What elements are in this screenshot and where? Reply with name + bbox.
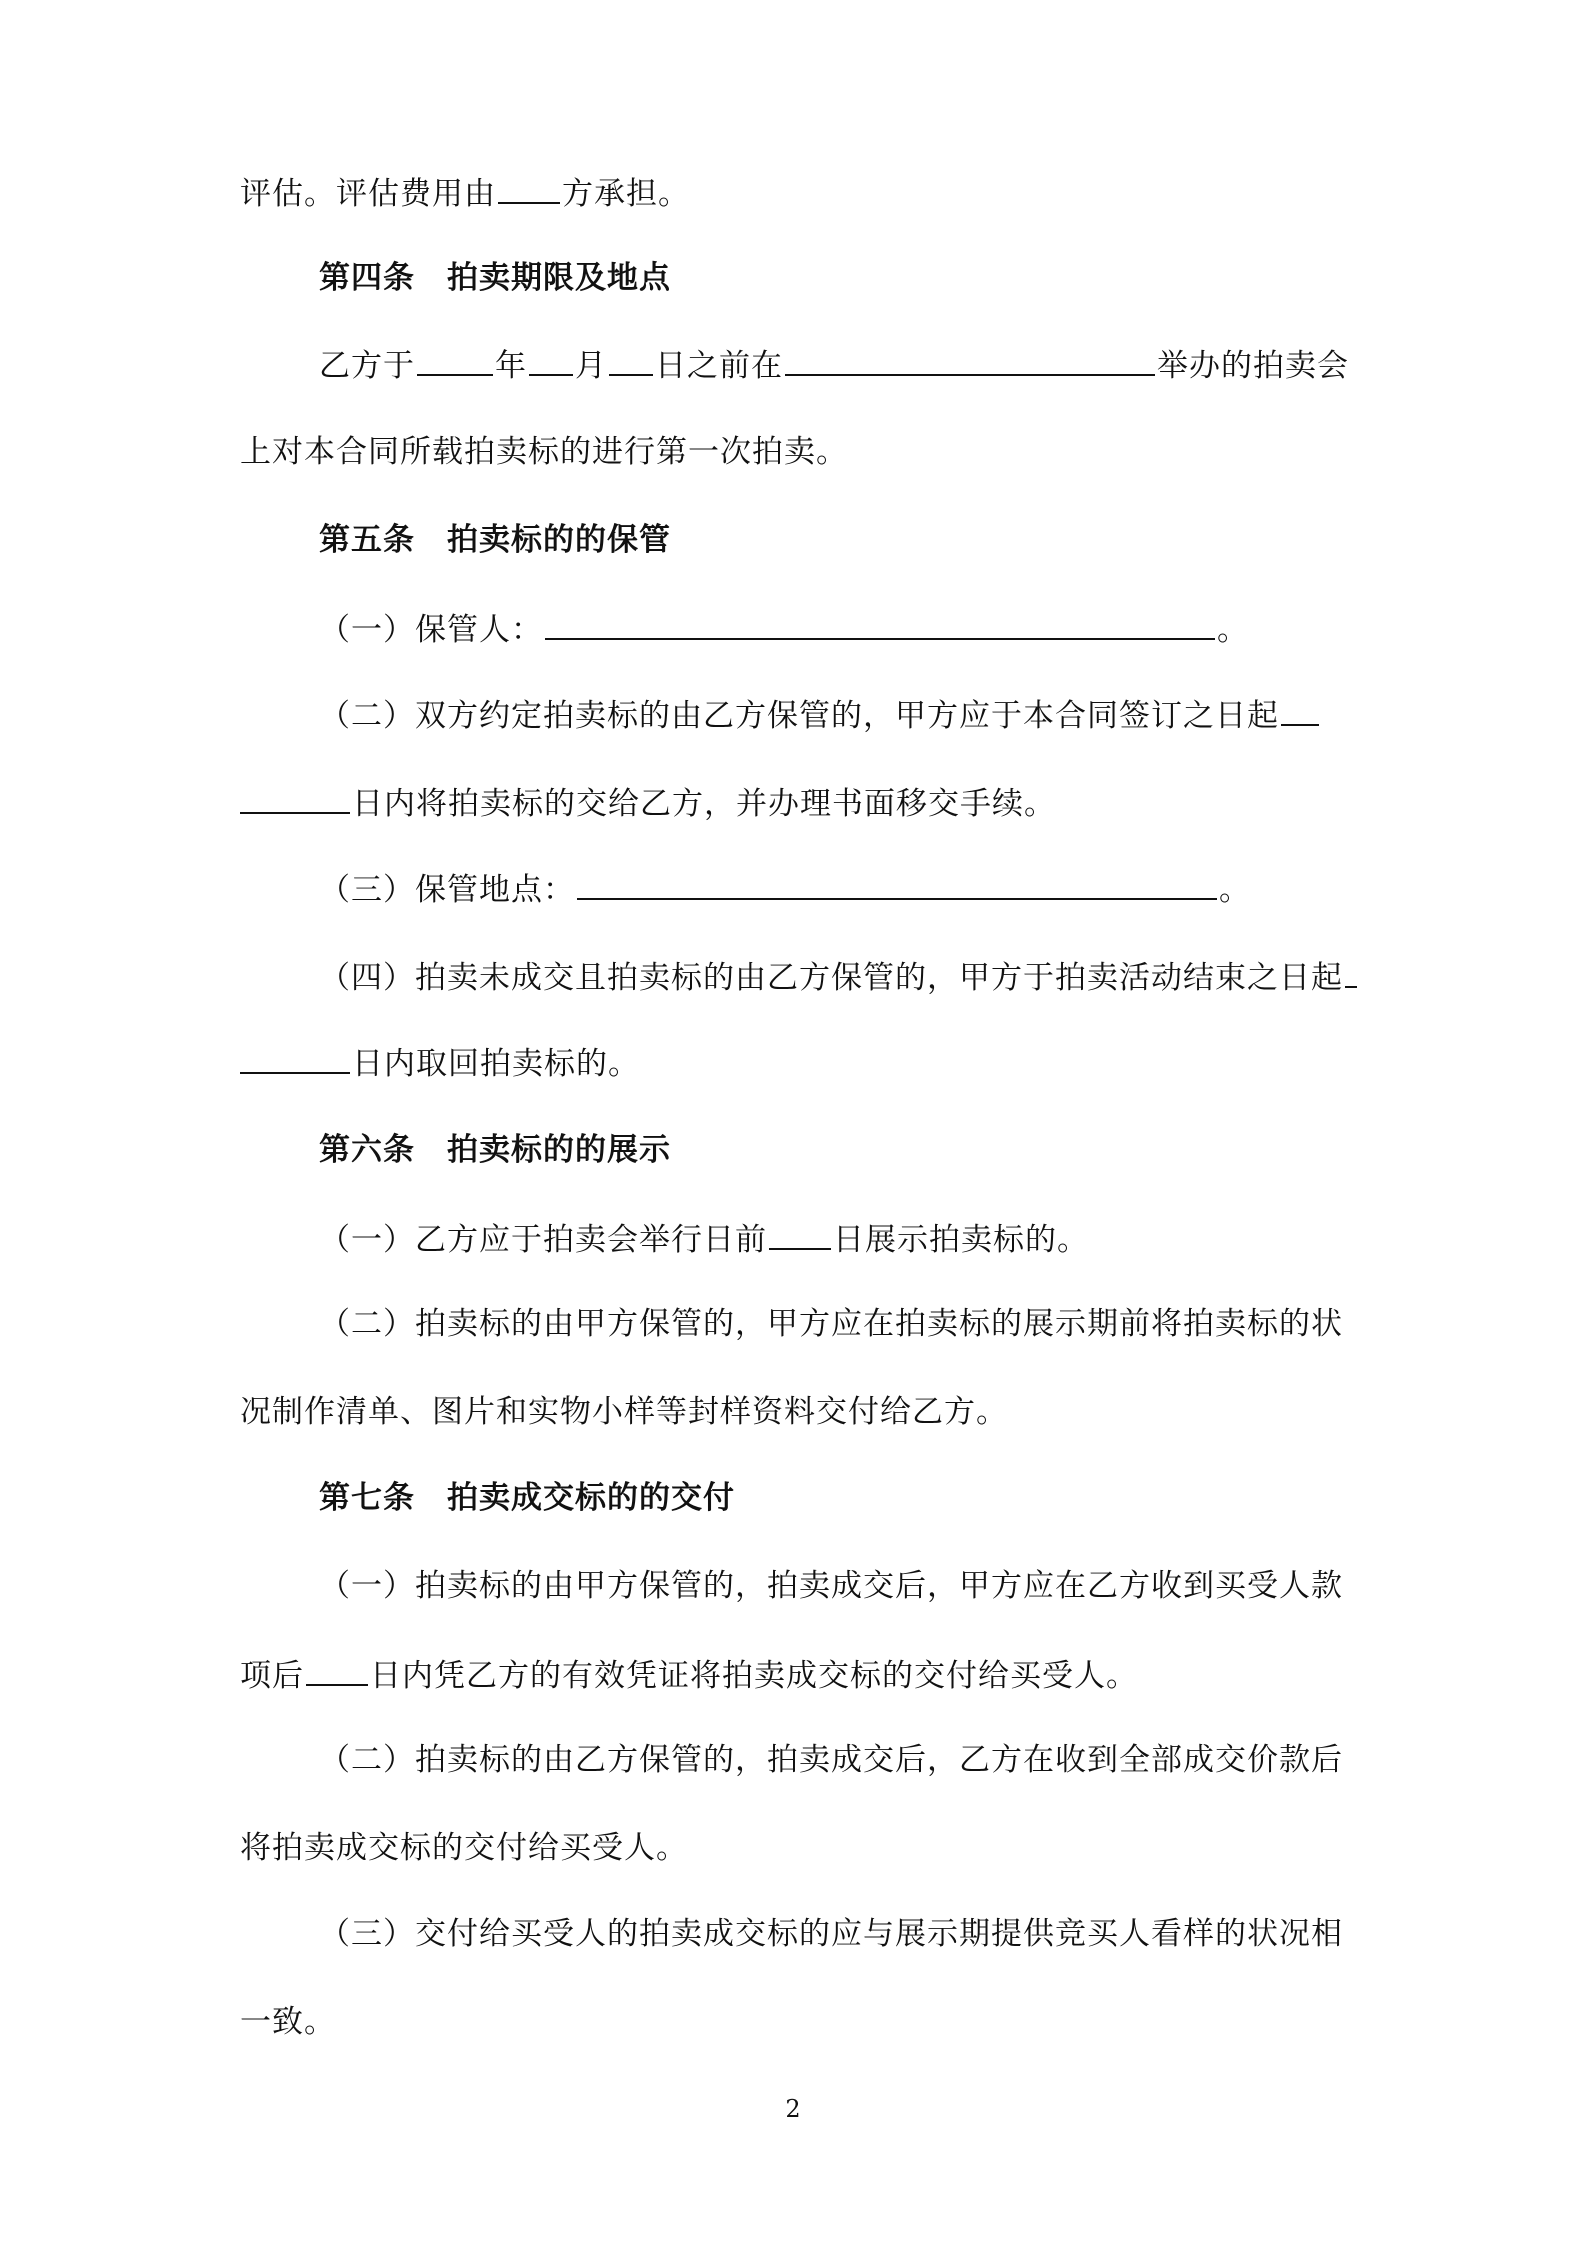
text-line: 一致。: [240, 2004, 336, 2040]
fill-blank: [785, 344, 1155, 376]
text-line: 上对本合同所载拍卖标的进行第一次拍卖。: [240, 434, 848, 470]
text-line: （三）交付给买受人的拍卖成交标的应与展示期提供竞买人看样的状况相: [319, 1916, 1343, 1952]
fill-blank: [240, 782, 350, 814]
article-number: 第五条: [319, 522, 415, 558]
text-line: [319, 1218, 1360, 1258]
article-number: 第七条: [319, 1480, 415, 1516]
text-line: （二）拍卖标的由甲方保管的，甲方应在拍卖标的展示期前将拍卖标的状: [319, 1306, 1343, 1342]
text-line: [319, 694, 1360, 734]
text-segment: （一）保管人：: [319, 612, 543, 648]
text-line: [240, 1042, 1360, 1082]
text-segment: （一）乙方应于拍卖会举行日前: [319, 1222, 767, 1258]
article-heading: [319, 1130, 1360, 1170]
text-segment: 日内凭乙方的有效凭证将拍卖成交标的交付给买受人。: [370, 1658, 1138, 1694]
fill-blank: [609, 344, 653, 376]
text-line: （一）拍卖标的由甲方保管的，拍卖成交后，甲方应在乙方收到买受人款: [319, 1568, 1343, 1604]
text-segment: 年: [495, 348, 527, 384]
text-line: [319, 956, 1360, 996]
fill-blank: [577, 868, 1217, 900]
text-segment: 日内将拍卖标的交给乙方，并办理书面移交手续。: [352, 786, 1056, 822]
article-number: 第六条: [319, 1132, 415, 1168]
text-segment: 。: [1219, 872, 1251, 908]
text-segment: 日之前在: [655, 348, 783, 384]
text-segment: （二）双方约定拍卖标的由乙方保管的，甲方应于本合同签订之日起: [319, 698, 1279, 734]
article-heading: [319, 258, 1360, 298]
article-number: 第四条: [319, 260, 415, 296]
fill-blank: [1345, 956, 1357, 988]
fill-blank: [529, 344, 573, 376]
article-title: 拍卖标的的展示: [447, 1132, 671, 1168]
text-segment: 项后: [240, 1658, 304, 1694]
text-segment: 举办的拍卖会: [1157, 348, 1349, 384]
text-segment: 。: [1217, 612, 1249, 648]
page-number: 2: [785, 2095, 801, 2123]
fill-blank: [769, 1218, 831, 1250]
article-title: 拍卖成交标的的交付: [447, 1480, 735, 1516]
article-title: 拍卖标的的保管: [447, 522, 671, 558]
text-line: [240, 1654, 1360, 1694]
article-heading: [319, 520, 1360, 560]
text-segment: 评估。评估费用由: [240, 176, 496, 212]
text-line: [319, 344, 1360, 384]
text-segment: 日内取回拍卖标的。: [352, 1046, 640, 1082]
article-title: 拍卖期限及地点: [447, 260, 671, 296]
text-segment: 乙方于: [319, 348, 415, 384]
text-segment: 日展示拍卖标的。: [833, 1222, 1089, 1258]
fill-blank: [498, 172, 560, 204]
text-line: （二）拍卖标的由乙方保管的，拍卖成交后，乙方在收到全部成交价款后: [319, 1742, 1343, 1778]
article-heading: [319, 1478, 1360, 1518]
fill-blank: [306, 1654, 368, 1686]
fill-blank: [240, 1042, 350, 1074]
text-line: [319, 608, 1360, 648]
text-line: 将拍卖成交标的交付给买受人。: [240, 1830, 688, 1866]
text-segment: 方承担。: [562, 176, 690, 212]
text-segment: （三）保管地点：: [319, 872, 575, 908]
text-line: [240, 782, 1360, 822]
fill-blank: [1281, 694, 1319, 726]
fill-blank: [417, 344, 493, 376]
text-segment: 月: [575, 348, 607, 384]
fill-blank: [545, 608, 1215, 640]
text-line: [240, 172, 1360, 212]
text-line: 况制作清单、图片和实物小样等封样资料交付给乙方。: [240, 1394, 1008, 1430]
text-line: [319, 868, 1360, 908]
text-segment: （四）拍卖未成交且拍卖标的由乙方保管的，甲方于拍卖活动结束之日起: [319, 960, 1343, 996]
